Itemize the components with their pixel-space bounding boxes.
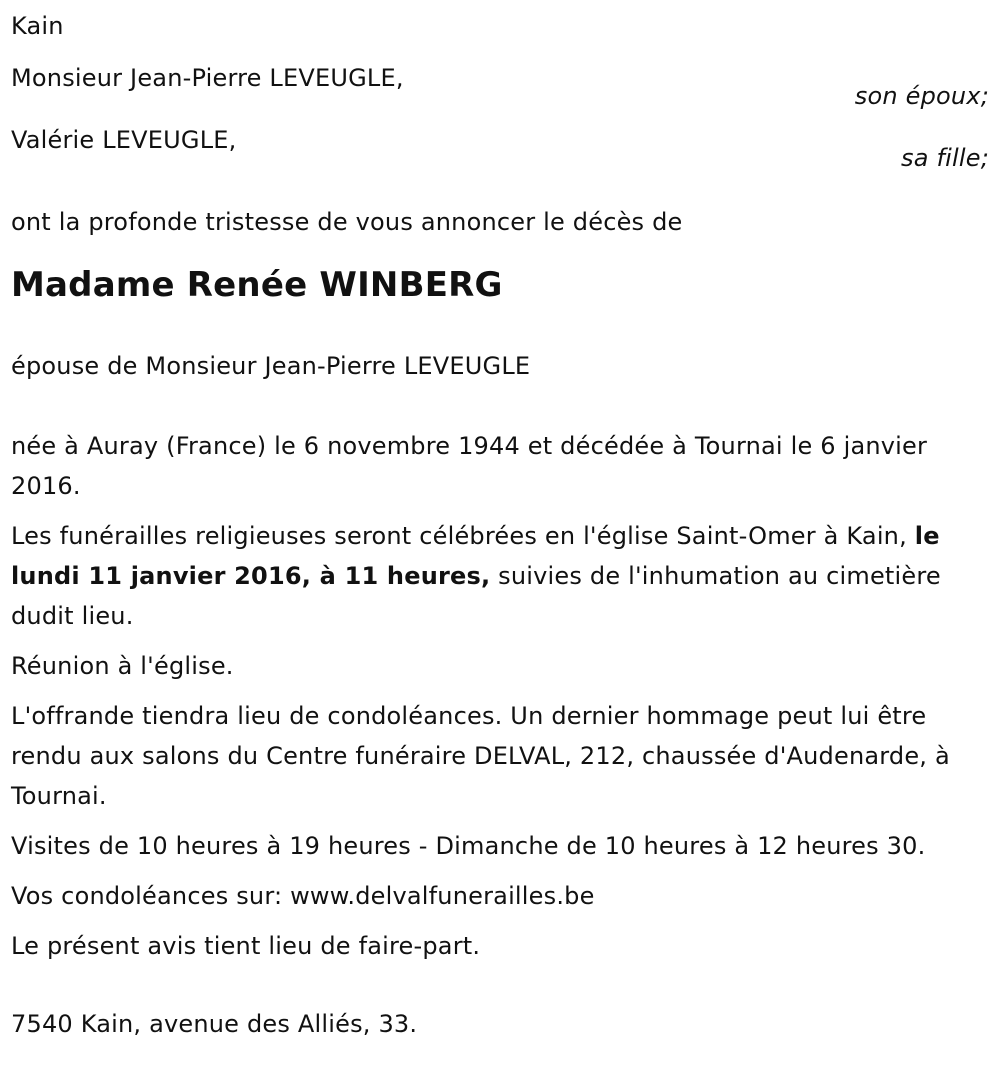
funeral-info xyxy=(11,516,989,636)
funeral-intro: Les funérailles religieuses seront célébrées en l'église Saint-Omer à Kain, xyxy=(11,522,907,550)
obituary-notice xyxy=(11,0,989,1044)
family-member-relation: son époux; xyxy=(854,82,989,110)
offering-info: L'offrande tiendra lieu de condoléances. Un dernier hommage peut lui être rendu aux salons du Centre funéraire DELVAL, 212, chaussée d'Audenarde, à Tournai. xyxy=(11,702,950,810)
announcement-text: ont la profonde tristesse de vous annoncer le décès de xyxy=(11,208,683,236)
deceased-name: Madame Renée WINBERG xyxy=(11,265,503,305)
faire-part-notice: Le présent avis tient lieu de faire-part. xyxy=(11,932,481,960)
funeral-rest: suivies de l'inhumation au cimetière dudit lieu. xyxy=(11,562,941,630)
family-member-name: Monsieur Jean-Pierre LEVEUGLE, xyxy=(11,64,404,92)
town-name: Kain xyxy=(11,12,64,40)
family-member-relation: sa fille; xyxy=(901,144,989,172)
family-member-name: Valérie LEVEUGLE, xyxy=(11,126,237,154)
condolences-info: Vos condoléances sur: www.delvalfunerailles.be xyxy=(11,882,595,910)
meeting-info: Réunion à l'église. xyxy=(11,652,234,680)
funeral-date: le lundi 11 janvier 2016, à 11 heures, xyxy=(11,522,940,590)
visits-info: Visites de 10 heures à 19 heures - Dimanche de 10 heures à 12 heures 30. xyxy=(11,832,926,860)
birth-death-info: née à Auray (France) le 6 novembre 1944 et décédée à Tournai le 6 janvier 2016. xyxy=(11,432,928,500)
address: 7540 Kain, avenue des Alliés, 33. xyxy=(11,1010,418,1038)
spouse-line: épouse de Monsieur Jean-Pierre LEVEUGLE xyxy=(11,352,531,380)
